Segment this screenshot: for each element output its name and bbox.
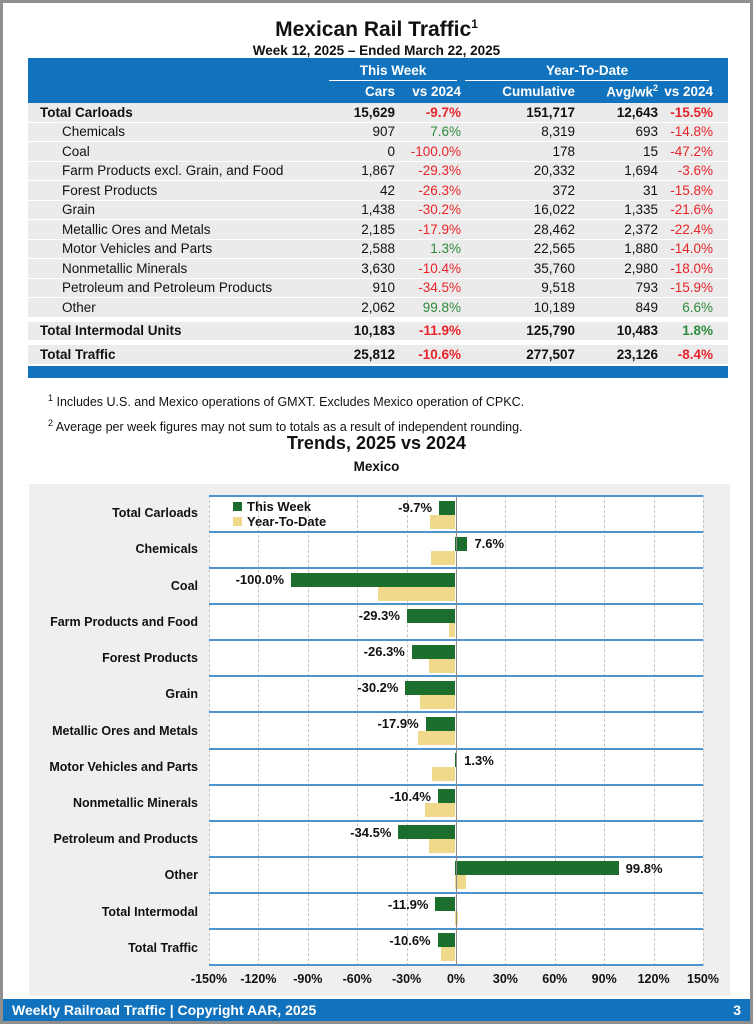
page-title xyxy=(3,12,750,42)
x-axis-tick-label: 90% xyxy=(591,972,617,986)
cell-vs2024-week: -17.9% xyxy=(418,221,461,237)
bar-value-label: -10.6% xyxy=(389,932,431,948)
group-header-this-week xyxy=(325,63,461,81)
bar-this-week xyxy=(405,681,455,695)
table-row xyxy=(28,123,728,143)
column-header-vs2024-ytd: vs 2024 xyxy=(664,84,713,99)
cell-avgwk: 793 xyxy=(635,280,658,296)
bar-value-label: -26.3% xyxy=(363,644,405,660)
cell-cumulative: 16,022 xyxy=(533,202,575,218)
column-header-cumulative: Cumulative xyxy=(502,84,575,99)
bar-value-label: 1.3% xyxy=(464,752,494,768)
bar-value-label: 99.8% xyxy=(625,860,663,876)
cell-cars: 907 xyxy=(372,124,395,140)
chart-category-label: Farm Products and Food xyxy=(50,614,198,629)
x-axis-tick-label: -150% xyxy=(190,972,228,986)
group-header-this-week-label: This Week xyxy=(359,62,427,78)
cell-cars: 910 xyxy=(372,280,395,296)
cell-cumulative: 178 xyxy=(552,143,575,159)
footnote: $^2$ Average per week figures may not sum to totals as a result of independent rounding. xyxy=(48,418,523,435)
cell-vs2024-ytd: -22.4% xyxy=(670,221,713,237)
cell-cars: 42 xyxy=(379,182,395,198)
chart-category-label: Grain xyxy=(165,687,198,702)
row-label: Forest Products xyxy=(62,182,158,198)
row-label: Farm Products excl. Grain, and Food xyxy=(62,163,284,179)
cell-cars: 2,185 xyxy=(361,221,395,237)
cell-cumulative: 125,790 xyxy=(526,323,575,339)
chart-category-label: Total Traffic xyxy=(128,940,198,955)
bar-value-label: -9.7% xyxy=(398,500,433,515)
bar-value-label: -29.3% xyxy=(358,608,400,624)
row-label: Total Carloads xyxy=(40,104,133,120)
bar-this-week xyxy=(438,789,455,803)
cell-cars: 25,812 xyxy=(353,346,395,362)
bar-value-label: -10.4% xyxy=(389,788,431,804)
group-header-ytd-label: Year-To-Date xyxy=(545,62,629,78)
table-body xyxy=(28,103,728,365)
page-title-text: Mexican Rail Traffic xyxy=(275,18,472,41)
cell-avgwk: 10,483 xyxy=(616,323,658,339)
cell-cars: 2,588 xyxy=(361,241,395,257)
column-header-avgwk-label: Avg/wk xyxy=(606,84,653,100)
cell-vs2024-ytd: -14.8% xyxy=(670,124,713,140)
cell-vs2024-week: -29.3% xyxy=(418,163,461,179)
table-row xyxy=(28,220,728,240)
table-group-header-row xyxy=(28,61,728,82)
bar-year-to-date xyxy=(429,659,455,673)
column-header-avgwk xyxy=(575,83,658,100)
cell-cumulative: 28,462 xyxy=(533,221,575,237)
legend-item xyxy=(233,514,326,529)
cell-vs2024-week: 1.3% xyxy=(430,241,461,257)
cell-avgwk: 15 xyxy=(642,143,658,159)
table-row xyxy=(28,162,728,182)
bar-year-to-date xyxy=(430,515,455,529)
bar-this-week xyxy=(439,501,455,515)
bar-this-week xyxy=(407,609,455,623)
cell-avgwk: 1,694 xyxy=(624,163,658,179)
chart-legend xyxy=(233,499,326,529)
bar-year-to-date xyxy=(420,695,455,709)
bar-year-to-date xyxy=(378,587,455,601)
chart-category-label: Chemicals xyxy=(135,542,198,557)
row-label: Total Intermodal Units xyxy=(40,323,182,339)
group-underline xyxy=(465,80,709,81)
chart-plot-area xyxy=(209,495,703,966)
table-row xyxy=(28,103,728,123)
group-header-ytd xyxy=(461,63,713,81)
x-axis-tick-label: -60% xyxy=(342,972,372,986)
x-axis-tick-label: -90% xyxy=(293,972,323,986)
chart-category-label: Motor Vehicles and Parts xyxy=(49,759,198,774)
table-row xyxy=(28,345,728,365)
zero-axis-line xyxy=(456,495,457,966)
cell-vs2024-week: -34.5% xyxy=(418,280,461,296)
bar-value-label: -100.0% xyxy=(235,572,284,588)
row-label: Coal xyxy=(62,143,90,159)
chart-title: Trends, 2025 vs 2024 xyxy=(286,433,467,453)
cell-cars: 2,062 xyxy=(361,299,395,315)
cell-cars: 15,629 xyxy=(353,104,395,120)
cell-vs2024-week: -100.0% xyxy=(410,143,461,159)
bar-this-week xyxy=(426,717,455,731)
chart-category-label: Petroleum and Products xyxy=(53,832,198,847)
bar-this-week xyxy=(455,861,619,875)
cell-vs2024-week: -11.9% xyxy=(418,323,461,339)
cell-vs2024-ytd: -18.0% xyxy=(670,260,713,276)
x-axis-tick-label: 30% xyxy=(492,972,518,986)
table-bottom-band xyxy=(28,366,728,378)
bar-value-label: -11.9% xyxy=(388,896,429,912)
cell-cumulative: 10,189 xyxy=(533,299,575,315)
trend-chart xyxy=(29,484,730,996)
bar-year-to-date xyxy=(431,551,455,565)
bar-this-week xyxy=(438,933,455,947)
cell-avgwk: 1,880 xyxy=(624,241,658,257)
cell-vs2024-week: -30.2% xyxy=(418,202,461,218)
table-header xyxy=(28,58,728,103)
bar-year-to-date xyxy=(425,803,455,817)
page-subtitle: Week 12, 2025 – Ended March 22, 2025 xyxy=(252,43,501,58)
footnote-marker: 2 xyxy=(48,418,54,429)
column-header-cars: Cars xyxy=(364,84,395,99)
bar-this-week xyxy=(398,825,455,839)
footer-text: Weekly Railroad Traffic | Copyright AAR, 2025 xyxy=(12,1002,317,1018)
cell-vs2024-week: -10.4% xyxy=(418,260,461,276)
cell-vs2024-ytd: -3.6% xyxy=(677,163,713,179)
table-row xyxy=(28,259,728,279)
row-label: Chemicals xyxy=(62,124,126,140)
table-row xyxy=(28,201,728,221)
cell-vs2024-ytd: -21.6% xyxy=(670,202,713,218)
bar-this-week xyxy=(291,573,455,587)
bar-this-week xyxy=(435,897,455,911)
cell-vs2024-ytd: 6.6% xyxy=(682,299,713,315)
chart-category-label: Other xyxy=(164,868,198,883)
table-row xyxy=(28,298,728,318)
row-label: Motor Vehicles and Parts xyxy=(62,241,213,257)
cell-vs2024-ytd: -47.2% xyxy=(670,143,713,159)
cell-vs2024-week: 7.6% xyxy=(430,124,461,140)
row-label: Metallic Ores and Metals xyxy=(62,221,211,237)
chart-subtitle: Mexico xyxy=(353,459,400,474)
footnotes xyxy=(48,388,524,438)
bar-year-to-date xyxy=(449,623,455,637)
cell-avgwk: 23,126 xyxy=(616,346,658,362)
chart-category-label: Forest Products xyxy=(102,651,198,666)
bar-year-to-date xyxy=(441,947,455,961)
cell-vs2024-ytd: -15.8% xyxy=(670,182,713,198)
cell-cumulative: 277,507 xyxy=(526,346,575,362)
cell-vs2024-week: -26.3% xyxy=(418,182,461,198)
chart-category-label: Metallic Ores and Metals xyxy=(52,723,198,738)
chart-category-labels xyxy=(29,495,209,966)
traffic-table xyxy=(28,58,728,378)
cell-cars: 0 xyxy=(387,143,395,159)
bar-value-label: -17.9% xyxy=(377,716,419,732)
bar-this-week xyxy=(412,645,455,659)
cell-avgwk: 31 xyxy=(642,182,658,198)
bar-value-label: -30.2% xyxy=(357,680,399,696)
cell-cumulative: 22,565 xyxy=(533,241,575,257)
cell-vs2024-ytd: -14.0% xyxy=(670,241,713,257)
cell-cumulative: 372 xyxy=(552,182,575,198)
cell-avgwk: 849 xyxy=(635,299,658,315)
legend-swatch-icon xyxy=(233,517,242,526)
table-row xyxy=(28,279,728,299)
cell-cumulative: 8,319 xyxy=(541,124,575,140)
bar-year-to-date xyxy=(432,767,455,781)
x-axis-tick-label: 0% xyxy=(446,972,466,986)
bar-year-to-date xyxy=(429,839,455,853)
cell-vs2024-ytd: -15.5% xyxy=(670,104,713,120)
chart-category-label: Nonmetallic Minerals xyxy=(72,795,198,810)
x-axis-tick-label: -30% xyxy=(392,972,422,986)
page-title-footnote-marker: 1 xyxy=(471,17,478,31)
cell-avgwk: 12,643 xyxy=(616,104,658,120)
table-row xyxy=(28,142,728,162)
table-row xyxy=(28,240,728,260)
legend-label: This Week xyxy=(247,499,312,514)
x-axis-tick-label: -120% xyxy=(240,972,277,986)
cell-vs2024-week: -9.7% xyxy=(425,104,461,120)
x-axis-tick-label: 60% xyxy=(542,972,568,986)
row-label: Total Traffic xyxy=(40,346,116,362)
cell-vs2024-ytd: -15.9% xyxy=(670,280,713,296)
row-label: Petroleum and Petroleum Products xyxy=(62,280,273,296)
cell-cars: 10,183 xyxy=(353,323,395,339)
chart-category-label: Coal xyxy=(170,578,198,593)
footer-bar xyxy=(3,999,750,1021)
cell-avgwk: 2,980 xyxy=(624,260,658,276)
column-header-avgwk-footnote-marker: 2 xyxy=(652,83,658,94)
cell-vs2024-week: 99.8% xyxy=(422,299,461,315)
cell-avgwk: 693 xyxy=(635,124,658,140)
cell-avgwk: 2,372 xyxy=(624,221,658,237)
cell-cumulative: 35,760 xyxy=(533,260,575,276)
cell-cars: 1,438 xyxy=(361,202,395,218)
cell-cumulative: 151,717 xyxy=(526,104,575,120)
bar-value-label: -34.5% xyxy=(350,824,392,840)
legend-label: Year-To-Date xyxy=(247,514,327,529)
x-axis-tick-label: 150% xyxy=(687,972,719,986)
chart-category-label: Total Carloads xyxy=(112,506,198,521)
cell-cars: 1,867 xyxy=(361,163,395,179)
row-label: Other xyxy=(62,299,96,315)
row-label: Nonmetallic Minerals xyxy=(62,260,188,276)
bar-year-to-date xyxy=(418,731,455,745)
column-header-vs2024-week: vs 2024 xyxy=(412,84,461,99)
footer-page-number: 3 xyxy=(733,1002,741,1018)
legend-swatch-icon xyxy=(233,502,242,511)
cell-cumulative: 20,332 xyxy=(533,163,575,179)
bar-value-label: 7.6% xyxy=(474,536,505,552)
cell-cumulative: 9,518 xyxy=(541,280,575,296)
cell-avgwk: 1,335 xyxy=(624,202,658,218)
chart-x-axis xyxy=(29,972,730,994)
chart-category-label: Total Intermodal xyxy=(101,904,198,919)
table-row xyxy=(28,181,728,201)
row-label: Grain xyxy=(62,202,96,218)
footnote-marker: 1 xyxy=(48,393,54,403)
group-underline xyxy=(329,80,457,81)
cell-vs2024-ytd: -8.4% xyxy=(677,346,713,362)
gridline xyxy=(703,495,704,966)
table-row xyxy=(28,322,728,342)
cell-vs2024-ytd: 1.8% xyxy=(682,323,713,339)
x-axis-tick-label: 120% xyxy=(637,972,670,986)
table-column-header-row xyxy=(28,82,728,103)
cell-cars: 3,630 xyxy=(361,260,395,276)
footnote: $^1$ Includes U.S. and Mexico operations of GMXT. Excludes Mexico operation of CPKC. xyxy=(48,393,525,410)
legend-item xyxy=(233,499,326,514)
cell-vs2024-week: -10.6% xyxy=(418,346,461,362)
